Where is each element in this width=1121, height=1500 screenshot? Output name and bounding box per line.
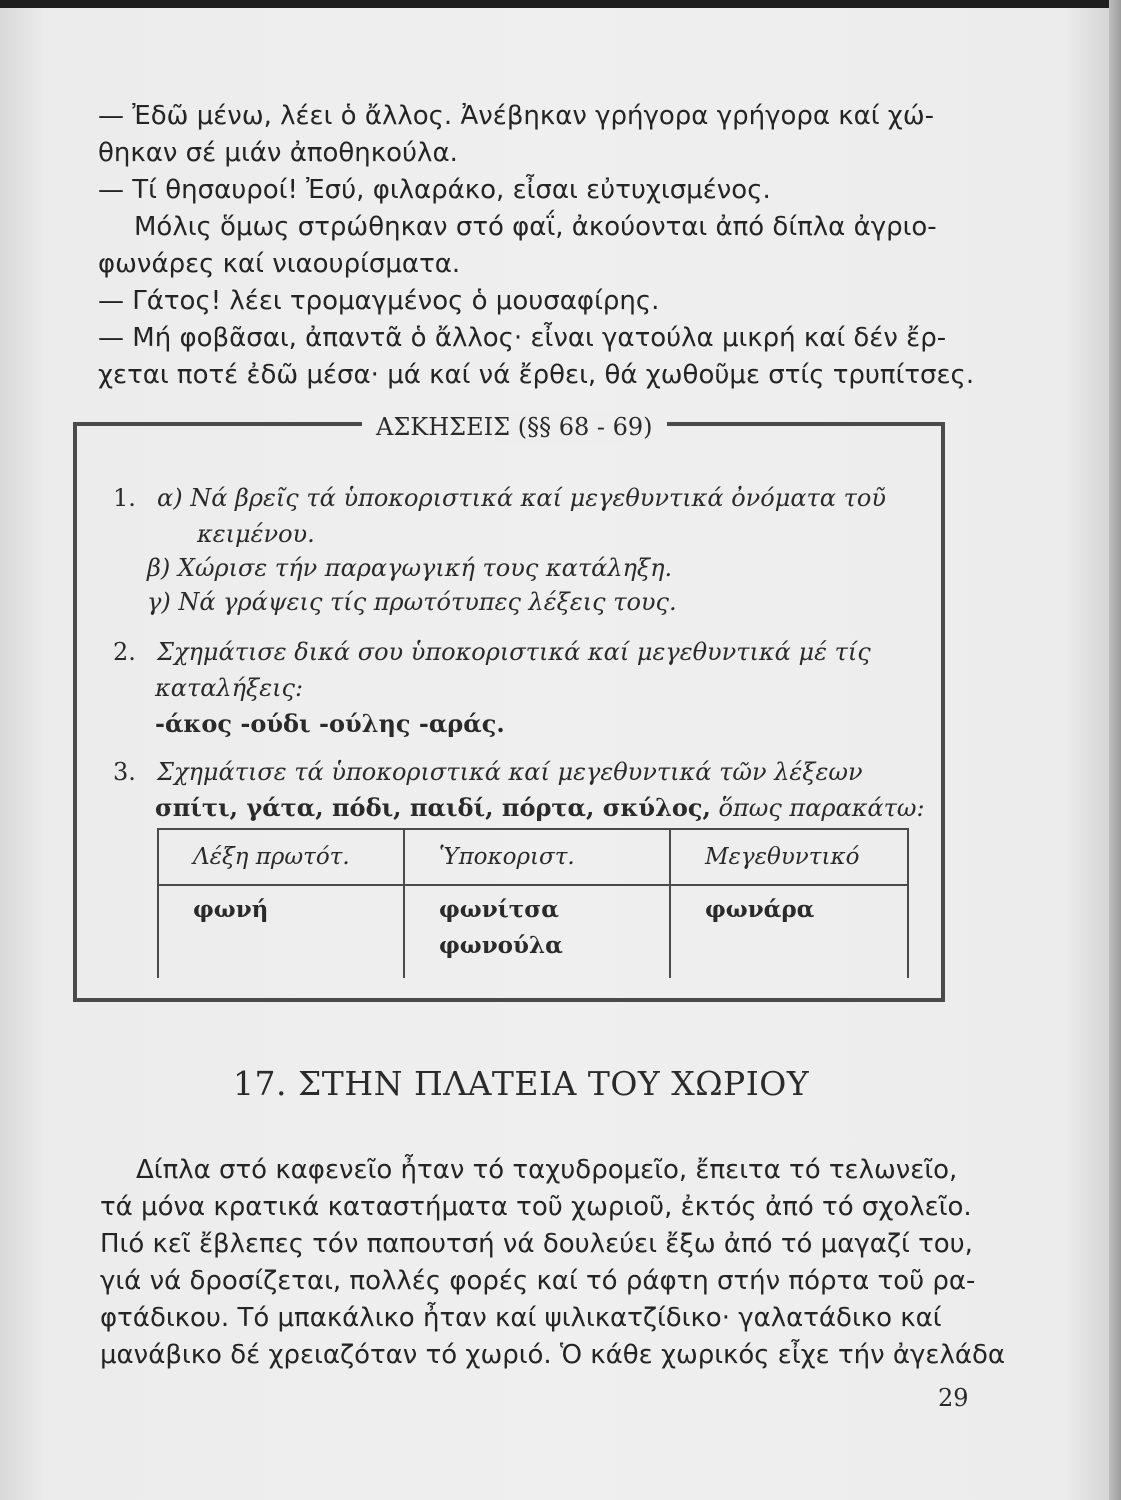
exercise-2 [113,634,913,670]
story-line: Μόλις ὅμως στρώθηκαν στό φαΐ, ἀκούονται ἀπό δίπλα ἀγριο- [134,212,937,242]
story-line: — Ἐδῶ μένω, λέει ὁ ἄλλος. Ἀνέβηκαν γρήγορα γρήγορα καί χώ- [98,101,934,131]
story-line: φωνάρες καί νιαουρίσματα. [98,249,461,279]
word-forms-table [157,828,909,978]
table-header: Ὑποκοριστ. [404,829,670,885]
chapter-line: Δίπλα στό καφενεῖο ἦταν τό ταχυδρομεῖο, ἔπειτα τό τελωνεῖο, [136,1155,958,1185]
exercise-title: ΑΣΚΗΣΕΙΣ (§§ 68 - 69) [362,410,667,444]
exercise-number: 2. [113,638,136,666]
exercise-1c: γ) Νά γράψεις τίς πρωτότυπες λέξεις τους. [147,588,677,616]
endings-text: -άκος -ούδι -ούλης -αράς. [155,709,505,738]
table-header: Λέξη πρωτότ. [158,829,404,885]
chapter-line: Πιό κεῖ ἔβλεπες τόν παπουτσή νά δουλεύει ἔξω ἀπό τό μαγαζί του, [100,1229,973,1259]
chapter-line: φτάδικου. Τό μπακάλικο ἦταν καί ψιλικατζίδικο· γαλατάδικο καί [100,1303,942,1333]
story-text [98,98,975,394]
story-line: — Γάτος! λέει τρομαγμένος ὁ μουσαφίρης. [98,286,660,316]
exercise-1a [113,480,913,516]
exercise-text: α) Νά βρεῖς τά ὑποκοριστικά καί μεγεθυντικά ὀνόματα τοῦ [157,484,886,512]
table-cell-augmentative: φωνάρα [670,885,908,978]
exercise-2-continued: καταλήξεις: [155,674,304,702]
page-top-shadow [0,0,1121,8]
page-right-shadow [1109,0,1121,1500]
page-number: 29 [938,1384,969,1412]
exercise-3 [113,754,913,790]
exercise-3-words [155,790,955,826]
diminutive-form: φωνίτσα [439,896,559,923]
story-line: — Τί θησαυροί! Ἐσύ, φιλαράκο, εἶσαι εὐτυχισμένος. [98,175,771,205]
story-line: χεται ποτέ ἐδῶ μέσα· μά καί νά ἔρθει, θά χωθοῦμε στίς τρυπίτσες. [98,360,975,390]
table-row [158,885,908,978]
exercise-2-endings [155,706,955,742]
chapter-line: μανάβικο δέ χρειαζόταν τό χωριό. Ὁ κάθε χωρικός εἶχε τήν ἀγελάδα [100,1340,1006,1370]
chapter-line: γιά νά δροσίζεται, πολλές φορές καί τό ράφτη στήν πόρτα τοῦ ρα- [100,1266,976,1296]
table-header: Μεγεθυντικό [670,829,908,885]
table-header-row [158,829,908,885]
exercise-1a-continued: κειμένου. [197,520,315,548]
exercise-number: 3. [113,758,136,786]
exercise-text: Σχημάτισε τά ὑποκοριστικά καί μεγεθυντικά τῶν λέξεων [157,758,863,786]
chapter-title: 17. ΣΤΗΝ ΠΛΑΤΕΙΑ ΤΟΥ ΧΩΡΙΟΥ [233,1064,810,1103]
chapter-text [100,1152,1006,1374]
story-line: θηκαν σέ μιάν ἀποθηκούλα. [98,138,458,168]
table-cell-base: φωνή [158,885,404,978]
chapter-line: τά μόνα κρατικά καταστήματα τοῦ χωριοῦ, ἐκτός ἀπό τό σχολεῖο. [100,1192,972,1222]
word-list: σπίτι, γάτα, πόδι, παιδί, πόρτα, σκύλος, [155,793,711,822]
exercise-1b: β) Χώρισε τήν παραγωγική τους κατάληξη. [147,554,673,582]
table-cell-diminutives [404,885,670,978]
exercise-text: Σχημάτισε δικά σου ὑποκοριστικά καί μεγεθυντικά μέ τίς [157,638,871,666]
exercise-number: 1. [113,484,136,512]
word-list-tail: ὅπως παρακάτω: [718,794,925,822]
diminutive-form: φωνούλα [439,932,563,959]
story-line: — Μή φοβᾶσαι, ἀπαντᾶ ὁ ἄλλος· εἶναι γατούλα μικρή καί δέν ἔρ- [98,323,947,353]
